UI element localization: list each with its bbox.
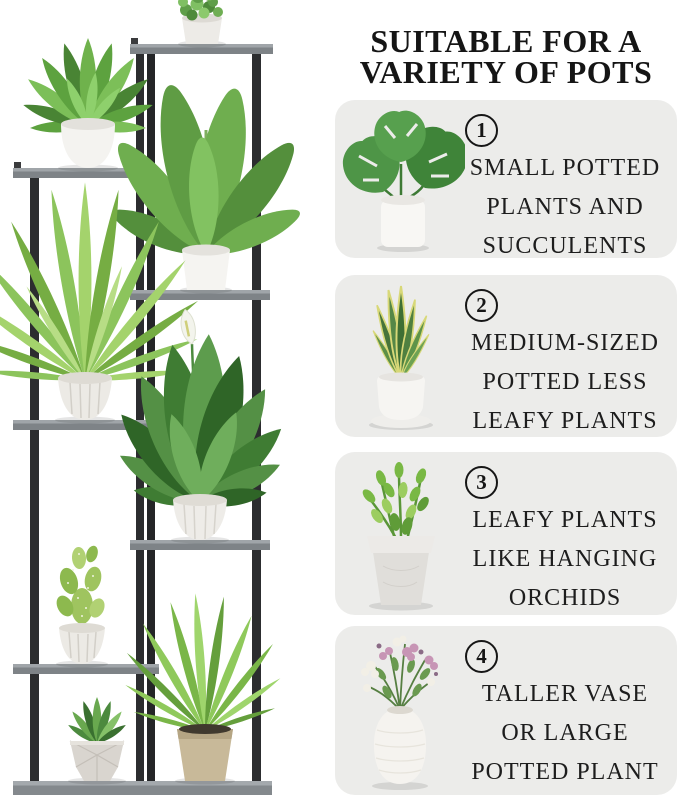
card-text-line: LEAFY PLANTS: [472, 408, 658, 434]
card-text-line: PLANTS AND: [486, 194, 644, 220]
number-badge-1: 1: [465, 114, 498, 147]
small-potted-plant-photo: [337, 102, 465, 256]
card-2-caption: [463, 324, 667, 441]
plant-stand-photo: [0, 0, 333, 799]
page-title: [333, 23, 679, 90]
card-text-line: SUCCULENTS: [482, 233, 648, 259]
card-text-line: LEAFY PLANTS: [472, 507, 658, 533]
info-panel: [333, 0, 679, 799]
title-line-2: VARIETY OF POTS: [359, 54, 653, 90]
flower-vase-photo: [337, 628, 465, 793]
pot-type-card-1: [335, 100, 677, 258]
card-4-caption: [463, 675, 667, 792]
card-text-line: POTTED LESS: [482, 369, 648, 395]
number-badge-2: 2: [465, 289, 498, 322]
card-text-line: SMALL POTTED: [469, 155, 661, 181]
card-text-line: LIKE HANGING: [472, 546, 658, 572]
pot-type-card-2: [335, 275, 677, 437]
card-text-line: TALLER VASE: [481, 681, 649, 707]
card-3-caption: [463, 501, 667, 618]
cactus-photo: [53, 544, 108, 667]
pot-type-card-4: [335, 626, 677, 795]
round-leaf-plant-photo: [178, 0, 226, 48]
card-text-line: ORCHIDS: [508, 585, 622, 611]
snake-plant-photo: [337, 277, 465, 435]
succulent-geometric-pot-photo: [66, 697, 127, 785]
card-1-caption: [463, 149, 667, 266]
number-badge-4: 4: [465, 640, 498, 673]
pot-type-card-3: [335, 452, 677, 615]
leafy-plant-photo: [337, 454, 465, 613]
card-text-line: MEDIUM-SIZED: [471, 330, 659, 356]
number-badge-3: 3: [465, 466, 498, 499]
card-text-line: OR LARGE: [501, 720, 629, 746]
title-line-1: SUITABLE FOR A: [370, 23, 642, 59]
card-text-line: POTTED PLANT: [471, 759, 659, 785]
